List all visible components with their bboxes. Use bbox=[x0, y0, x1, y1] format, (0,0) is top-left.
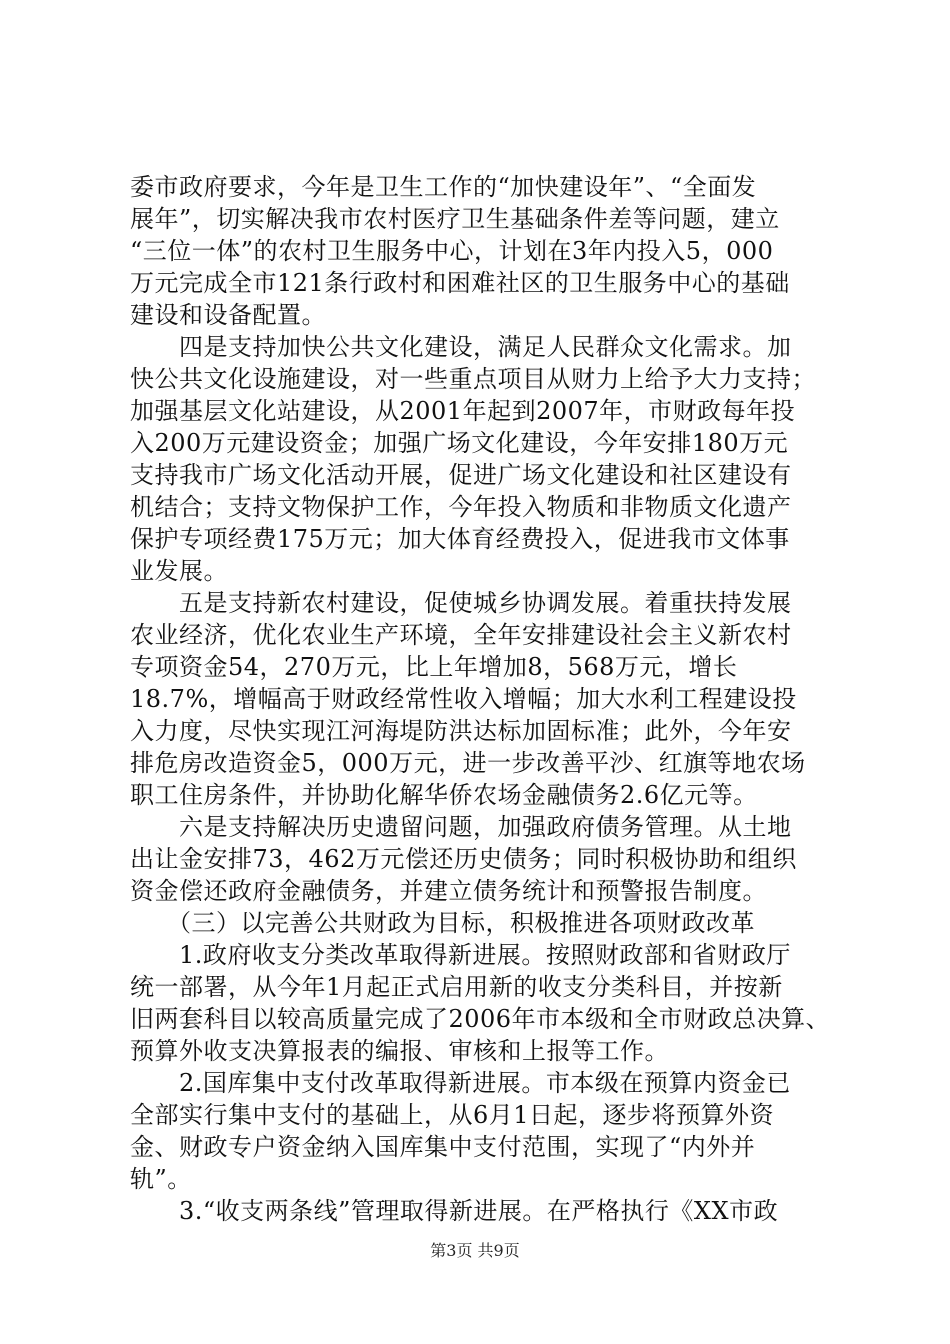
text-line: 资金偿还政府金融债务，并建立债务统计和预警报告制度。 bbox=[130, 877, 767, 905]
text-line: 职工住房条件，并协助化解华侨农场金融债务2.6亿元等。 bbox=[130, 781, 758, 809]
document-body bbox=[130, 171, 830, 1227]
text-line: 全部实行集中支付的基础上，从6月1日起，逐步将预算外资 bbox=[130, 1101, 775, 1129]
text-line: 农业经济，优化农业生产环境，全年安排建设社会主义新农村 bbox=[130, 621, 792, 649]
section-heading: （三）以完善公共财政为目标，积极推进各项财政改革 bbox=[130, 909, 755, 937]
text-line: 出让金安排73，462万元偿还历史债务；同时积极协助和组织 bbox=[130, 845, 797, 873]
text-line: 2.国库集中支付改革取得新进展。市本级在预算内资金已 bbox=[130, 1069, 791, 1097]
text-line: 入力度，尽快实现江河海堤防洪达标加固标准；此外，今年安 bbox=[130, 717, 792, 745]
text-line: 旧两套科目以较高质量完成了2006年市本级和全市财政总决算、 bbox=[130, 1005, 831, 1033]
text-line: 统一部署，从今年1月起正式启用新的收支分类科目，并按新 bbox=[130, 973, 783, 1001]
text-line: 四是支持加快公共文化建设，满足人民群众文化需求。加 bbox=[130, 333, 792, 361]
text-line: 业发展。 bbox=[130, 557, 228, 585]
text-line: 3.“收支两条线”管理取得新进展。在严格执行《XX市政 bbox=[130, 1197, 779, 1225]
text-line: 展年”，切实解决我市农村医疗卫生基础条件差等问题，建立 bbox=[130, 205, 780, 233]
text-line: 委市政府要求，今年是卫生工作的“加快建设年”、“全面发 bbox=[130, 173, 757, 201]
text-line: 排危房改造资金5，000万元，进一步改善平沙、红旗等地农场 bbox=[130, 749, 806, 777]
text-line: 18.7%，增幅高于财政经常性收入增幅；加大水利工程建设投 bbox=[130, 685, 797, 713]
text-line: 轨”。 bbox=[130, 1165, 192, 1193]
text-line: 金、财政专户资金纳入国库集中支付范围，实现了“内外并 bbox=[130, 1133, 756, 1161]
text-line: 入200万元建设资金；加强广场文化建设，今年安排180万元 bbox=[130, 429, 789, 457]
text-line: 快公共文化设施建设，对一些重点项目从财力上给予大力支持； bbox=[130, 365, 816, 393]
text-line: 保护专项经费175万元；加大体育经费投入，促进我市文体事 bbox=[130, 525, 790, 553]
text-line: 机结合；支持文物保护工作，今年投入物质和非物质文化遗产 bbox=[130, 493, 792, 521]
text-line: 1.政府收支分类改革取得新进展。按照财政部和省财政厅 bbox=[130, 941, 791, 969]
text-line: 专项资金54，270万元，比上年增加8，568万元，增长 bbox=[130, 653, 738, 681]
page-number-footer: 第3页 共9页 bbox=[430, 1241, 520, 1260]
text-line: 加强基层文化站建设，从2001年起到2007年，市财政每年投 bbox=[130, 397, 796, 425]
text-line: 预算外收支决算报表的编报、审核和上报等工作。 bbox=[130, 1037, 669, 1065]
text-line: 支持我市广场文化活动开展，促进广场文化建设和社区建设有 bbox=[130, 461, 792, 489]
text-line: 六是支持解决历史遗留问题，加强政府债务管理。从土地 bbox=[130, 813, 792, 841]
text-line: 建设和设备配置。 bbox=[130, 301, 326, 329]
text-line: 五是支持新农村建设，促使城乡协调发展。着重扶持发展 bbox=[130, 589, 792, 617]
text-line: “三位一体”的农村卫生服务中心，计划在3年内投入5，000 bbox=[130, 237, 774, 265]
text-line: 万元完成全市121条行政村和困难社区的卫生服务中心的基础 bbox=[130, 269, 790, 297]
